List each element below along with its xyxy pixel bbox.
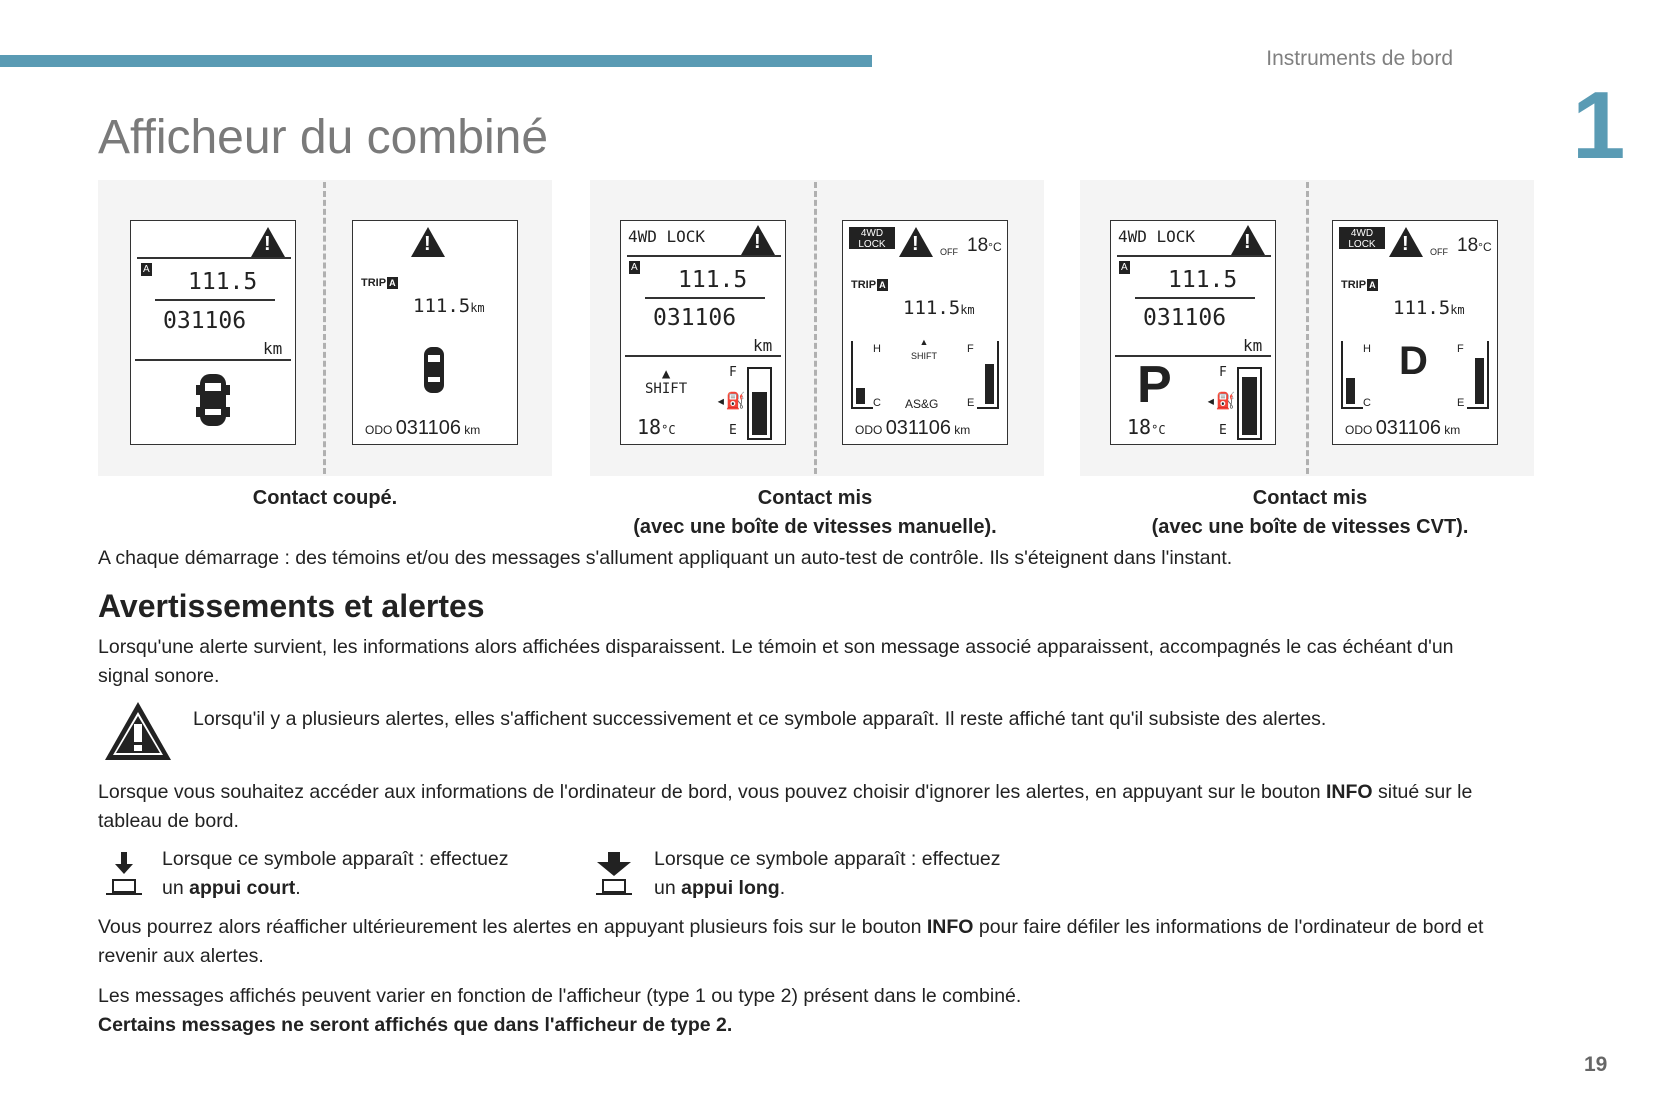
panel-divider	[1306, 182, 1309, 474]
fuel-gauge	[1237, 367, 1262, 440]
warning-icon	[899, 227, 933, 257]
temperature-gauge	[1341, 341, 1363, 409]
temperature-gauge	[851, 341, 873, 409]
header-accent-bar	[0, 55, 872, 67]
warning-icon	[411, 227, 445, 257]
chapter-number: 1	[1572, 72, 1626, 179]
display-type2-cvt: 4WD LOCK ! OFF 18°C TRIP A 111.5km H C D F E ODO 031106 km	[1332, 220, 1498, 445]
long-press-icon	[594, 850, 634, 900]
ignore-alerts-paragraph: Lorsque vous souhaitez accéder aux informations de l'ordinateur de bord, vous pouvez choisir d'ignorer les alertes, en appuyant sur le bouton INFO situé sur le tableau de bord.	[98, 781, 1473, 832]
fuel-gauge	[977, 341, 999, 409]
short-press-text: Lorsque ce symbole apparaît : effectuez un appui court.	[162, 848, 509, 899]
section-title-alerts: Avertissements et alertes	[98, 588, 485, 624]
trip-a-badge: A	[143, 264, 150, 275]
startup-paragraph: A chaque démarrage : des témoins et/ou des messages s'allument appliquant un auto-test de contrôle. Ils s'éteignent dans l'instant.	[98, 547, 1233, 569]
long-press-text: Lorsque ce symbole apparaît : effectuez un appui long.	[654, 848, 1001, 899]
warning-icon	[1389, 227, 1423, 257]
warning-icon	[103, 700, 173, 762]
gear-indicator: P	[1137, 356, 1172, 414]
redisplay-paragraph: Vous pourrez alors réafficher ultérieurement les alertes en appuyant plusieurs fois sur le bouton INFO pour faire défiler les informations de l'ordinateur de bord et revenir aux alertes.	[98, 916, 1484, 967]
car-icon	[195, 371, 231, 429]
trip-a-badge: A	[1121, 262, 1128, 273]
fuel-pump-icon: ◂⛽	[1206, 391, 1236, 410]
warning-icon	[1231, 225, 1265, 255]
page-number: 19	[1584, 1053, 1608, 1076]
page-title: Afficheur du combiné	[98, 111, 549, 164]
section-header: Instruments de bord	[1266, 47, 1453, 70]
display-type2-off: ! TRIP A 111.5km ODO 031106 km	[352, 220, 518, 445]
gear-indicator: D	[1399, 339, 1428, 383]
display-types-paragraph: Les messages affichés peuvent varier en fonction de l'afficheur (type 1 ou type 2) présent dans le combiné. Certains messages ne seront affichés que dans l'afficheur de type 2.	[98, 985, 1022, 1036]
caption-contact-manual: Contact mis (avec une boîte de vitesses manuelle).	[633, 487, 997, 538]
caption-contact-cvt: Contact mis (avec une boîte de vitesses CVT).	[1151, 487, 1469, 538]
caption-contact-off: Contact coupé.	[252, 487, 398, 509]
4wd-lock-badge: 4WD LOCK	[849, 227, 895, 249]
panel-divider	[323, 182, 326, 474]
display-type1-off: ! A 111.5 031106 km	[130, 220, 296, 445]
shift-indicator: ▲ SHIFT	[911, 337, 937, 361]
4wd-lock-badge: 4WD LOCK	[1339, 227, 1385, 249]
shift-indicator: ▲ SHIFT	[645, 366, 688, 397]
display-type2-manual: 4WD LOCK ! OFF 18°C TRIP A 111.5km H C ▲ SHIFT AS&G F E ODO 031106 km	[842, 220, 1008, 445]
panel-divider	[814, 182, 817, 474]
fuel-gauge	[747, 367, 772, 440]
off-indicator: OFF	[1430, 247, 1448, 257]
display-type1-manual: 4WD LOCK ! A 111.5 031106 km ▲ SHIFT 18°C F E ◂⛽	[620, 220, 786, 445]
alerts-multiple-paragraph: Lorsqu'il y a plusieurs alertes, elles s'affichent successivement et ce symbole apparaît. Il reste affiché tant qu'il subsiste des alertes.	[193, 708, 1327, 730]
off-indicator: OFF	[940, 247, 958, 257]
short-press-icon	[104, 850, 144, 900]
fuel-pump-icon: ◂⛽	[716, 391, 746, 410]
fuel-gauge	[1467, 341, 1489, 409]
warning-icon	[741, 225, 775, 255]
trip-a-badge: A	[631, 262, 638, 273]
car-icon	[422, 345, 446, 395]
display-type1-cvt: 4WD LOCK ! A 111.5 031106 km P 18°C F E ◂⛽	[1110, 220, 1276, 445]
warning-icon	[251, 227, 285, 257]
alerts-paragraph: Lorsqu'une alerte survient, les informations alors affichées disparaissent. Le témoin et son message associé apparaissent, accompagnés le cas échéant d'un signal sonore.	[98, 636, 1454, 687]
